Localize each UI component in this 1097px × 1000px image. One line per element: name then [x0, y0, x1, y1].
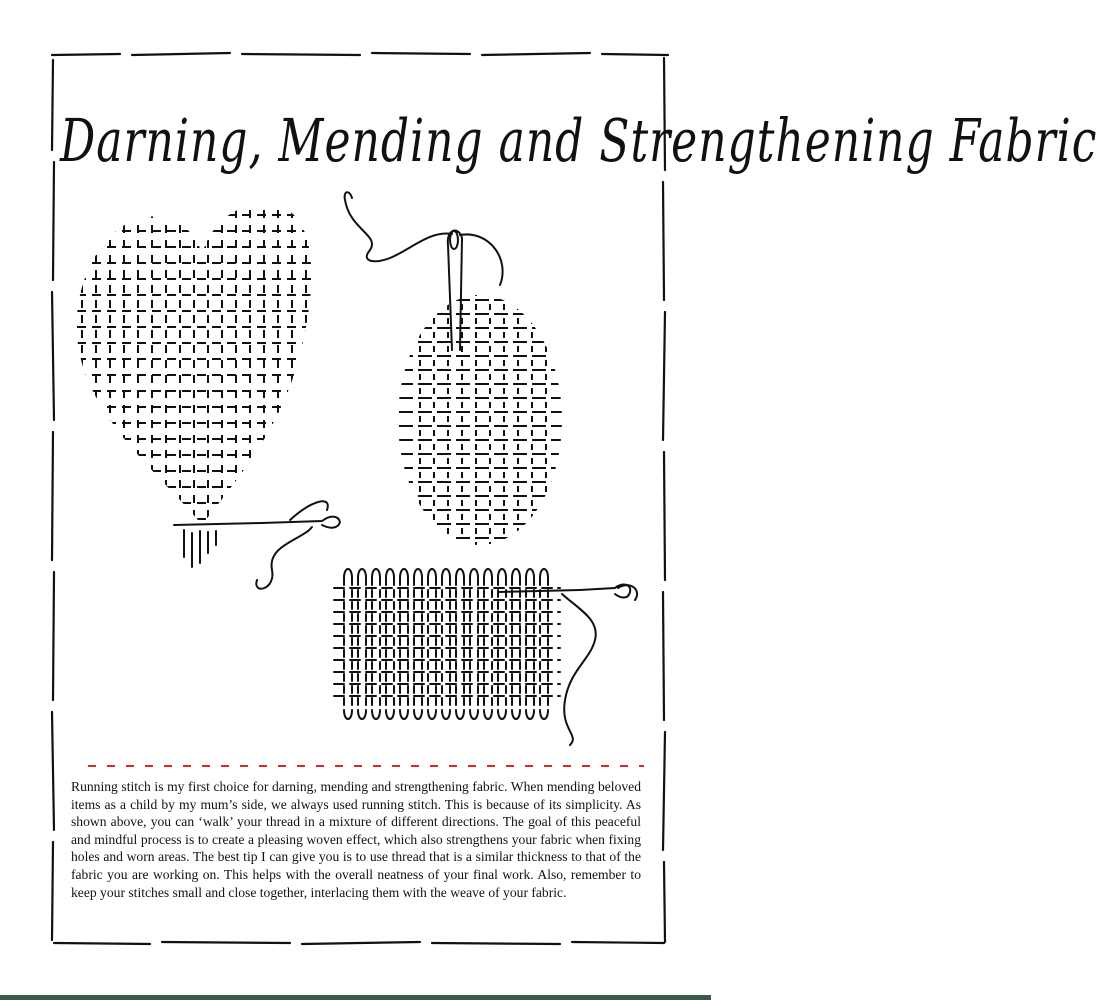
heart-darning-patch [62, 195, 352, 595]
oval-darning-patch [340, 190, 570, 550]
rectangle-darning-patch [330, 560, 650, 760]
section-divider [88, 762, 644, 770]
needle-icon [262, 517, 340, 528]
title-text: Darning, Mending and Strengthening Fabric [60, 106, 1097, 176]
page-title [60, 82, 1097, 202]
bottom-bar [0, 995, 711, 1000]
heart-icon [62, 195, 342, 535]
body-paragraph: Running stitch is my first choice for darning, mending and strengthening fabric. When mending beloved items as a child by my mum’s side, we always used running stitch. This is because of its simplicity. As shown above, you can ‘walk’ your thread in a mixture of different directions. The goal of this peaceful and mindful process is to create a pleasing woven effect, which also strengthens your fabric when fixing holes and worn areas. The best tip I can give you is to use thread that is a similar thickness to that of the fabric you are working on. This helps with the overall neatness of your final work. Also, remember to keep your stitches small and close together, interlacing them with the weave of your fabric. [71, 779, 641, 900]
